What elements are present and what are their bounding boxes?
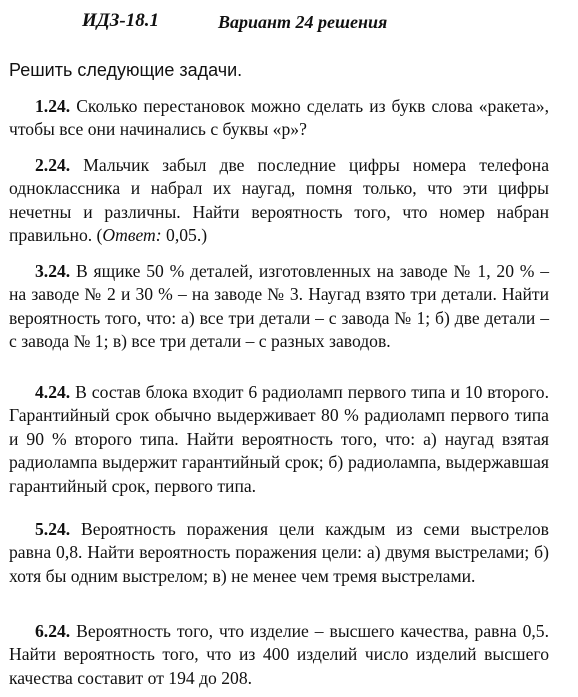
problem-text: Вероятность поражения цели каждым из семи выстрелов равна 0,8. Найти вероятность поражения цели: а) двумя выстрелами; б) хотя бы одним выстрелом; в) не менее чем тремя выстрелами. — [9, 519, 549, 586]
problem-2 — [9, 154, 549, 248]
variant-title: Вариант 24 решения — [218, 12, 388, 32]
problem-1 — [9, 95, 549, 142]
problem-text: Мальчик забыл две последние цифры номера телефона одноклассника и набрал их наугад, помня только, что эти цифры нечетны и различны. Найти вероятность того, что номер набран правильно. ( — [9, 155, 550, 246]
problem-6 — [9, 620, 549, 690]
problem-number: 2.24. — [35, 155, 71, 175]
problem-4 — [9, 381, 549, 498]
instructions: Решить следующие задачи. — [9, 60, 243, 80]
problem-3 — [9, 260, 549, 354]
problem-number: 3.24. — [35, 261, 71, 281]
problem-5 — [9, 518, 549, 588]
problem-number: 6.24. — [35, 621, 71, 641]
problem-text: Сколько перестановок можно сделать из букв слова «ракета», чтобы все они начинались с буквы «р»? — [9, 96, 549, 140]
problem-text: В состав блока входит 6 радиоламп первого типа и 10 второго. Гарантийный срок обычно выдерживает 80 % радиоламп первого типа и 90 % второго типа. Найти вероятность того, что: а) наугад взятая радиолампа выдержит гарантийный срок; б) радиолампа, выдержавшая гарантийный срок, первого типа. — [9, 382, 549, 496]
answer-label: Ответ: — [102, 225, 162, 246]
answer-value: 0,05.) — [161, 225, 208, 246]
problem-text: Вероятность того, что изделие – высшего качества, равна 0,5. Найти вероятность того, что из 400 изделий число изделий высшего качества составит от 194 до 208. — [9, 621, 549, 688]
assignment-code: ИДЗ-18.1 — [82, 10, 160, 31]
problem-number: 5.24. — [35, 519, 71, 539]
problem-text: В ящике 50 % деталей, изготовленных на заводе № 1, 20 % – на заводе № 2 и 30 % – на заводе № 3. Наугад взято три детали. Найти вероятность того, что: а) все три детали – с завода № 1; б) две детали – с завода № 1; в) все три детали – с разных заводов. — [9, 261, 549, 352]
document-header — [82, 10, 482, 36]
problem-number: 4.24. — [35, 382, 71, 402]
problem-number: 1.24. — [35, 96, 71, 116]
